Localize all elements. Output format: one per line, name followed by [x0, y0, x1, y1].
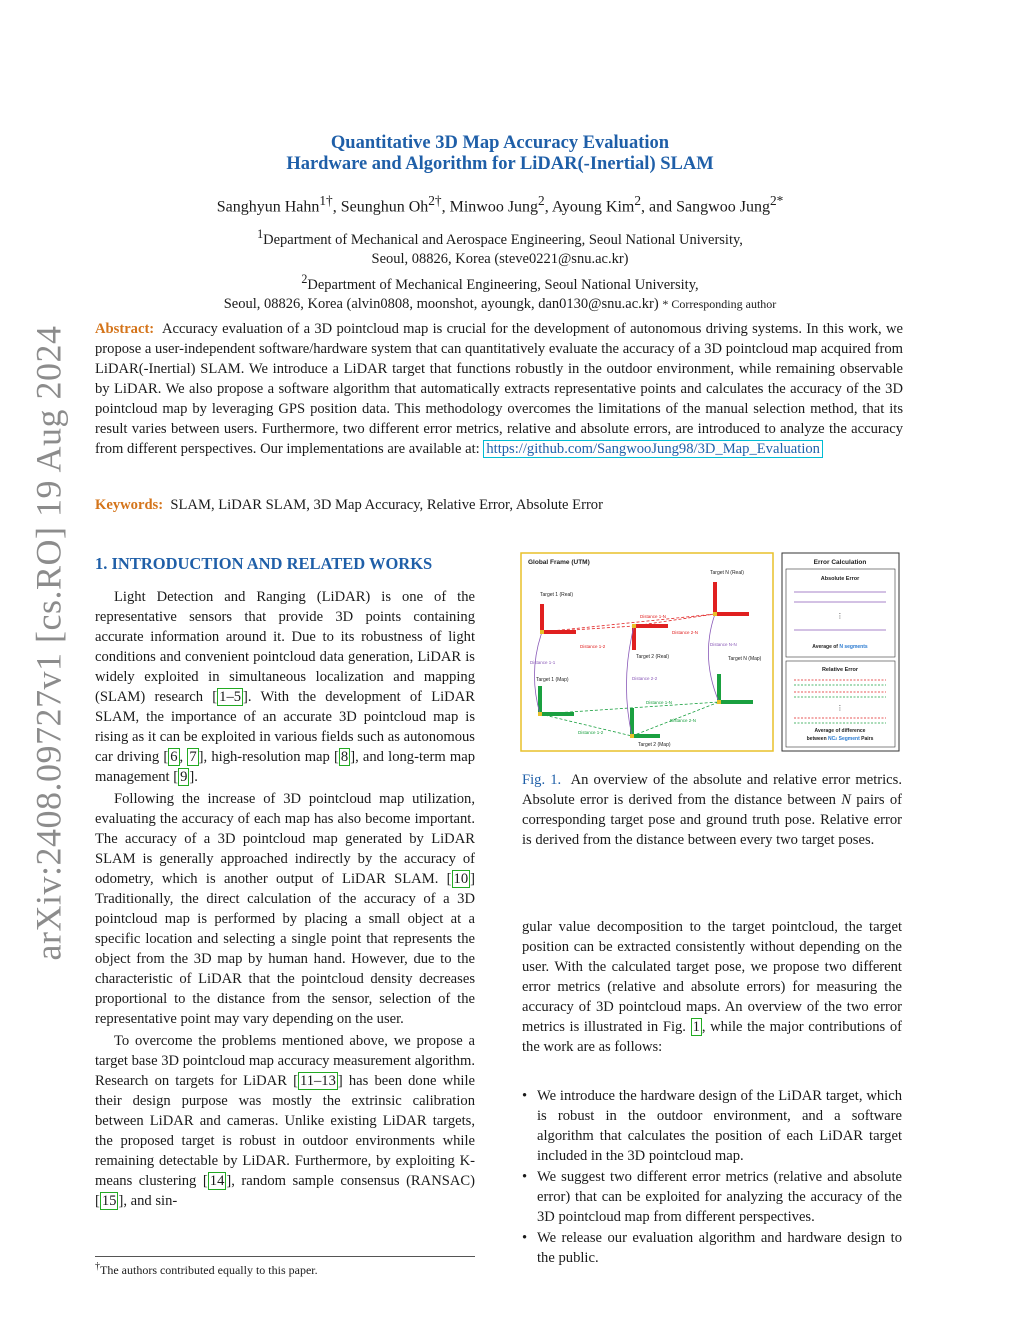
- bullet-mark: •: [522, 1230, 528, 1246]
- d11-label: Distance 1-1: [530, 660, 556, 665]
- citation-link[interactable]: 9: [180, 769, 188, 785]
- avg-n-colored: N segments: [839, 644, 868, 650]
- avg-n-segments: [812, 644, 868, 650]
- abstract-text: Accuracy evaluation of a 3D pointcloud map is crucial for the development of autonomous driving systems. In this work, we propose a user-independent software/hardware system that can quantitatively evaluate the accuracy of a 3D pointcloud map acquired from LiDAR(-Inertial) SLAM. We introduce a LiDAR target that functions robustly in the outdoor environment, while remaining observable by LiDAR. We also propose a software algorithm that automatically extracts representative points and calculates the accuracy of the 3D pointcloud map by leveraging GPS position data. This methodology overcomes the limitations of the manual selection method, that its result varies between users. Furthermore, two different error metrics, relative and absolute errors, are introduced to analyze the accuracy from different perspectives. Our implementations are available at:: [95, 321, 904, 457]
- target1-map-vertical: [538, 686, 542, 716]
- caption-text-a: An overview of the absolute and relative error metrics. Absolute error is derived from the distance between: [522, 772, 902, 808]
- affil-1-line-2: Seoul, 08826, Korea (steve0221@snu.ac.kr): [371, 251, 629, 268]
- targetN-real-vertical: [713, 582, 717, 614]
- text-run: Light Detection and Ranging (LiDAR) is one of the representative sensors that provide 3D points containing accurate information around it. Due to its robustness of light conditions and convenient pointcloud data generation, LiDAR is widely exploited in simultaneous localization and mapping (SLAM) research: [95, 589, 475, 705]
- figure-ref-link[interactable]: 1: [692, 1019, 700, 1035]
- author-name: Ayoung Kim: [551, 198, 635, 216]
- affil-2-line-2: Seoul, 08826, Korea (alvin0808, moonshot, ayoungk, dan0130@snu.ac.kr): [223, 296, 659, 313]
- citation-link[interactable]: 6: [170, 749, 178, 765]
- rel-error-title: Relative Error: [821, 667, 859, 673]
- target1-map-label: Target 1 (Map): [536, 677, 569, 683]
- author-name: Seunghun Oh: [340, 198, 429, 216]
- error-calc-title: Error Calculation: [813, 559, 867, 566]
- citation-link[interactable]: 1–5: [219, 689, 242, 705]
- abs-dots: ⋮: [836, 613, 844, 620]
- affil-2-line-1: Department of Mechanical Engineering, Seoul National University,: [307, 276, 699, 293]
- figure-caption: [522, 770, 902, 850]
- dNN-label: Distance N-N: [710, 642, 737, 647]
- list-item: [522, 1167, 902, 1227]
- point-t2-real: [632, 624, 636, 628]
- keywords-label: Keywords:: [95, 497, 164, 513]
- targetN-real-label: Target N (Real): [710, 570, 744, 576]
- text-run: , and sin-: [123, 1193, 178, 1209]
- error-calc-box: [782, 553, 899, 751]
- section-heading: 1. INTRODUCTION AND RELATED WORKS: [95, 554, 433, 573]
- intro-right-column: [522, 917, 902, 1057]
- text-run: , and long-term map management: [95, 749, 475, 785]
- author-sep: ,: [544, 198, 552, 216]
- contribution-list: [522, 1086, 902, 1269]
- citation-link[interactable]: 15: [101, 1193, 117, 1209]
- d1N-map-label: Distance 1-N: [646, 700, 673, 705]
- paper-title: [150, 133, 850, 175]
- target2-real-horizontal: [632, 624, 668, 628]
- c2-subscript: 2: [835, 737, 838, 741]
- list-item: [522, 1228, 902, 1268]
- affil-1-line-1: Department of Mechanical and Aerospace Engineering, Seoul National University,: [263, 231, 743, 248]
- pairs-word: Pairs: [861, 736, 874, 742]
- point-t2-map: [630, 734, 634, 738]
- target2-map-vertical: [630, 708, 634, 738]
- author-sup: 2*: [769, 193, 784, 208]
- point-tN-real: [713, 612, 717, 616]
- target1-real-label: Target 1 (Real): [540, 592, 574, 598]
- between-pairs-label: [807, 736, 874, 742]
- bullet-text: We introduce the hardware design of the LiDAR target, which is robust in the outdoor environment, and a software algorithm that calculates the position of each LiDAR target included in the 3D pointcloud map.: [537, 1088, 902, 1164]
- arxiv-stamp: [28, 325, 68, 960]
- author-list: [150, 193, 850, 216]
- citation-link[interactable]: 10: [453, 871, 469, 887]
- avg-n-prefix: Average of: [812, 644, 840, 650]
- point-t1-real: [540, 630, 544, 634]
- author-sup: 2: [538, 193, 545, 208]
- target2-map-label: Target 2 (Map): [638, 742, 671, 748]
- caption-n: N: [841, 792, 851, 808]
- author-sep: ,: [332, 198, 341, 216]
- point-tN-map: [717, 700, 721, 704]
- nc-symbol: N: [828, 736, 832, 742]
- abs-error-title: Absolute Error: [820, 576, 860, 582]
- d22-label: Distance 2-2: [632, 676, 658, 681]
- author-name: Sanghyun Hahn: [216, 198, 320, 216]
- text-run: , random sample consensus (RANSAC): [231, 1173, 475, 1189]
- corresponding-note: * Corresponding author: [662, 297, 777, 312]
- targetN-real-horizontal: [713, 612, 749, 616]
- target1-real-vertical: [540, 604, 544, 634]
- footnote-text: The authors contributed equally to this paper.: [100, 1263, 318, 1277]
- d2N-real-label: Distance 2-N: [672, 630, 699, 635]
- list-item: [522, 1086, 902, 1166]
- abstract: [95, 319, 903, 459]
- bullet-text: We release our evaluation algorithm and hardware design to the public.: [537, 1230, 902, 1266]
- text-run: Traditionally, the direct calculation of the accuracy of a 3D pointcloud map is performed by placing a small object at a specific location and selecting a single point that represents the object from the 3D map by human hand. However, due to the characteristic of LiDAR that the pointcloud density decreases proportional to the distance from the sensor, selection of the representative point may vary depending on the user.: [95, 891, 475, 1027]
- title-line-1: Quantitative 3D Map Accuracy Evaluation: [330, 133, 670, 153]
- text-run: Following the increase of 3D pointcloud map utilization, evaluating the accuracy of each map has also become important. The accuracy of a 3D pointcloud map generated by LiDAR SLAM is generally approached indirectly by the accuracy of odometry, which is another output of LiDAR SLAM.: [95, 791, 475, 887]
- text-run: To overcome the problems mentioned above, we propose a target base 3D pointcloud map accuracy measurement algorithm. Research on targets for LiDAR: [95, 1033, 475, 1089]
- point-t1-map: [538, 712, 542, 716]
- text-run: . With the development of LiDAR SLAM, the importance of an accurate 3D pointcloud map is rising as it can be exploited in various fields such as autonomous car driving: [95, 689, 475, 765]
- intro-left-column: [95, 587, 475, 1213]
- figure-1-diagram: [520, 552, 900, 752]
- arxiv-stamp-text: arXiv:2408.09727v1 [cs.RO] 19 Aug 2024: [28, 325, 68, 960]
- targetN-map-horizontal: [717, 700, 753, 704]
- citation-link[interactable]: 11–13: [299, 1073, 336, 1089]
- affil-sup: 2: [301, 271, 308, 286]
- github-link[interactable]: https://github.com/SangwooJung98/3D_Map_Evaluation: [483, 440, 823, 458]
- text-run: has been done while their design purpose was mostly the extrinsic calibration between LiDAR and cameras. Unlike existing LiDAR targets, the proposed target is robust in outdoor environments while remaining detectable by LiDAR. Furthermore, by exploiting K-means clustering: [95, 1073, 475, 1189]
- intro-paragraph-2: Following the increase of 3D pointcloud map utilization, evaluating the accuracy of each map has also become important. The accuracy of a 3D pointcloud map generated by LiDAR SLAM is generally approached indirectly by the accuracy of odometry, which is another output of LiDAR SLAM. [ 10 ] Traditionally, the direct calculation of the accuracy of a 3D pointcloud map is performed by placing a small object at a specific location and selecting a single point that represents the object from the 3D map by human hand. However, due to the characteristic of LiDAR that the pointcloud density decreases proportional to the distance from the sensor, selection of the representative point may vary depending on the user.: [95, 791, 475, 1027]
- figure-label: Fig. 1.: [522, 772, 562, 788]
- bullet-mark: •: [522, 1169, 528, 1185]
- author-sup: 2†: [428, 193, 442, 208]
- keywords: [95, 495, 903, 515]
- d12-real-label: Distance 1-2: [580, 644, 606, 649]
- text-run: .: [194, 769, 198, 785]
- bullet-mark: •: [522, 1088, 528, 1104]
- c2-symbol: C: [831, 736, 836, 742]
- footnote: [95, 1261, 475, 1278]
- bullet-text: We suggest two different error metrics (relative and absolute error) that can be exploited for analyzing the accuracy of the 3D pointcloud map from different perspectives.: [537, 1169, 902, 1225]
- footnote-rule: [95, 1256, 475, 1257]
- affil-sup: 1: [257, 227, 264, 241]
- author-sep: , and: [641, 198, 677, 216]
- abstract-label: Abstract:: [95, 321, 155, 337]
- right-text-a: gular value decomposition to the target pointcloud, the target position can be extracted consistently without depending on the user. With the calculated target pose, we propose two different error metrics (relative and absolute errors) for measuring the accuracy of 3D pointcloud maps. An overview of the two error metrics is illustrated in Fig.: [522, 919, 902, 1035]
- d12-map-label: Distance 1-2: [578, 730, 604, 735]
- targetN-map-label: Target N (Map): [728, 656, 762, 662]
- author-sep: ,: [441, 198, 450, 216]
- intro-paragraph-3: To overcome the problems mentioned above, we propose a target base 3D pointcloud map accuracy measurement algorithm. Research on targets for LiDAR [ 11–13 ] has been done while their design purpose was mostly the extrinsic calibration between LiDAR and cameras. Unlike existing LiDAR targets, the proposed target is robust in outdoor environments while remaining detectable by LiDAR. Furthermore, by exploiting K-means clustering [ 14 ], random sample consensus (RANSAC) [ 15 ], and sin-: [95, 1033, 475, 1209]
- intro-paragraph-1: Light Detection and Ranging (LiDAR) is one of the representative sensors that provide 3D points containing accurate information around it. Due to its robustness of light conditions and convenient pointcloud data generation, LiDAR is widely exploited in simultaneous localization and mapping (SLAM) research [ 1–5 ]. With the development of LiDAR SLAM, the importance of an accurate 3D pointcloud map is rising as it can be exploited in various fields such as autonomous car driving [ 6 , 7 ], high-resolution map [ 8 ], and long-term map management [ 9 ].: [95, 589, 475, 785]
- author-name: Minwoo Jung: [449, 198, 539, 216]
- target2-real-label: Target 2 (Real): [636, 654, 670, 660]
- affiliations: [150, 225, 850, 315]
- global-frame-label: Global Frame (UTM): [528, 559, 590, 566]
- citation-link[interactable]: 7: [189, 749, 197, 765]
- right-text-b: , while the major contributions of the work are as follows:: [522, 1019, 903, 1055]
- citation-link[interactable]: 8: [340, 749, 349, 765]
- author-sup: 1†: [319, 193, 333, 208]
- figure-1: [520, 552, 900, 752]
- caption-text-b: pairs of corresponding target pose and ground truth pose. Relative error is derived from the distance between every two target poses.: [522, 792, 902, 848]
- rel-dots: ⋮: [836, 705, 844, 712]
- avg-diff-label: Average of difference: [814, 728, 866, 734]
- keywords-text: SLAM, LiDAR SLAM, 3D Map Accuracy, Relative Error, Absolute Error: [170, 497, 603, 513]
- d1N-real-label: Distance 1-N: [640, 614, 667, 619]
- d2N-map-label: Distance 2-N: [670, 718, 697, 723]
- between-word: between: [806, 736, 827, 742]
- text-run: , high-resolution map: [203, 749, 335, 765]
- segment-word: Segment: [838, 736, 860, 742]
- citation-link[interactable]: 14: [209, 1173, 225, 1189]
- author-name: Sangwoo Jung: [676, 198, 770, 216]
- author-sup: 2: [634, 193, 642, 208]
- global-frame-box: [521, 553, 773, 751]
- title-line-2: Hardware and Algorithm for LiDAR(-Inertial) SLAM: [286, 154, 714, 174]
- footnote-sup: †: [95, 1261, 100, 1272]
